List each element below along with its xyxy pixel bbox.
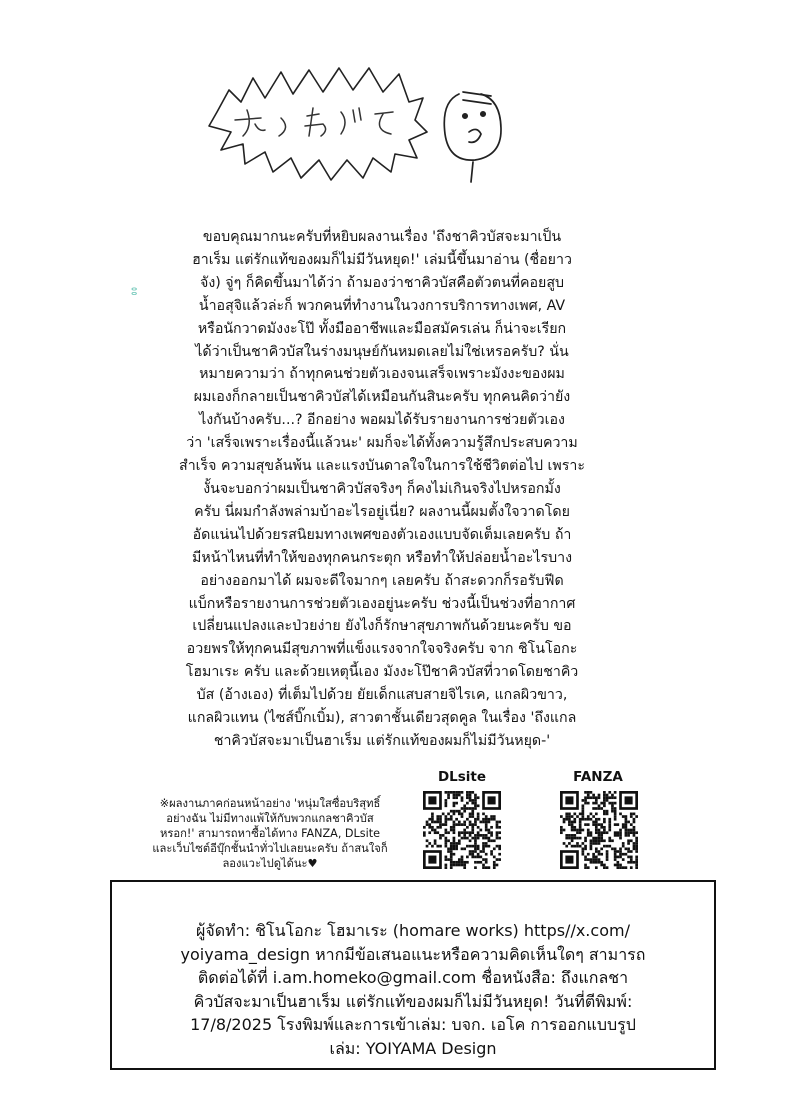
sparkle-mark: ⵓ [131, 287, 138, 298]
colophon-box [110, 880, 716, 1070]
afterword-message [128, 226, 636, 753]
message-line: แกลผิวแทน (ไซส์บิ๊กเบิ้ม), สาวตาชั้นเดียวสุดคูล ในเรื่อง 'ถึงแกล [187, 710, 577, 727]
doodle-illustration [195, 50, 515, 200]
message-line: แบ็กหรือรายงานการช่วยตัวเองอยู่นะครับ ช่วงนี้เป็นช่วงที่อากาศ [188, 595, 576, 612]
message-line: หมายความว่า ถ้าทุกคนช่วยตัวเองจนเสร็จเพราะมังงะของผม [199, 366, 565, 383]
message-line: จัง) จู่ๆ ก็คิดขึ้นมาได้ว่า ถ้ามองว่าชาคิวบัสคือตัวตนที่คอยสูบ [200, 274, 564, 291]
message-line: น้ำอสุจิแล้วล่ะก็ พวกคนที่ทำงานในวงการบริการทางเพศ, AV [198, 297, 566, 314]
message-line: ว่า 'เสร็จเพราะเรื่องนี้แล้วนะ' ผมก็จะได้ทั้งความรู้สึกประสบความ [186, 435, 578, 452]
colophon-line: 17/8/2025 โรงพิมพ์และการเข้าเล่ม: บจก. เอโค การออกแบบรูป [190, 1015, 636, 1034]
message-line: อัดแน่นไปด้วยรสนิยมทางเพศของตัวเองแบบจัดเต็มเลยครับ ถ้า [192, 526, 572, 543]
promo-note [128, 796, 412, 871]
message-line: อวยพรให้ทุกคนมีสุขภาพที่แข็งแรงจากใจจริงครับ จาก ชิโนโอกะ [186, 641, 578, 658]
message-line: มีหน้าไหนที่ทำให้ของทุกคนกระตุก หรือทำให้ปล่อยน้ำอะไรบาง [191, 549, 572, 566]
message-line: หรือนักวาดมังงะโป๊ ทั้งมืออาชีพและมือสมัครเล่น ก็น่าจะเรียก [197, 320, 567, 337]
promo-line: อย่างฉัน ไม่มีทางแพ้ให้กับพวกแกลชาคิวบัส [166, 812, 374, 825]
fanza-qr-code[interactable] [560, 791, 638, 869]
message-line: โฮมาเระ ครับ และด้วยเหตุนี้เอง มังงะโป๊ชาคิวบัสที่วาดโดยชาคิว [185, 664, 579, 681]
message-line: ชาคิวบัสจะมาเป็นฮาเร็ม แต่รักแท้ของผมก็ไม่มีวันหยุด-' [213, 732, 551, 749]
bubble-handwriting [235, 108, 393, 136]
fanza-label: FANZA [573, 769, 623, 785]
message-line: บัส (อ้างเอง) ที่เต็มไปด้วย ยัยเด็กแสบสายจิไรเค, แกลผิวขาว, [196, 687, 568, 704]
dlsite-qr-code[interactable] [423, 791, 501, 869]
message-line: ไงกันบ้างครับ...? อีกอย่าง พอผมได้รับรายงานการช่วยตัวเอง [199, 412, 565, 429]
smiley-face [444, 92, 501, 182]
message-line: อย่างออกมาได้ ผมจะดีใจมากๆ เลยครับ ถ้าสะดวกก็รอรับฟีด [200, 572, 564, 589]
colophon-line: ผู้จัดทำ: ชิโนโอกะ โฮมาเระ (homare works) https//x.com/ [196, 921, 630, 940]
colophon-line: คิวบัสจะมาเป็นฮาเร็ม แต่รักแท้ของผมก็ไม่มีวันหยุด! วันที่ตีพิมพ์: [193, 991, 633, 1011]
promo-line: ※ผลงานภาคก่อนหน้าอย่าง 'หนุ่มใสซื่อบริสุทธิ์ [159, 797, 381, 810]
colophon-line: yoiyama_design หากมีข้อเสนอแนะหรือความคิดเห็นใดๆ สามารถ [180, 944, 646, 964]
promo-line: และเว็บไซต์อีบุ๊กชั้นนำทั่วไปเลยนะครับ ถ้าสนใจก็ [152, 842, 388, 855]
message-line: ได้ว่าเป็นชาคิวบัสในร่างมนุษย์กันหมดเลยไม่ใช่เหรอครับ? นั่น [195, 343, 569, 360]
message-line: ครับ นี่ผมกำลังพล่ามบ้าอะไรอยู่เนี่ย? ผลงานนี้ผมตั้งใจวาดโดย [194, 503, 570, 520]
colophon-text [112, 919, 714, 1060]
colophon-line: ติดต่อได้ที่ i.am.homeko@gmail.com ชื่อหนังสือ: ถึงแกลชา [197, 968, 629, 987]
message-line: ขอบคุณมากนะครับที่หยิบผลงานเรื่อง 'ถึงชาคิวบัสจะมาเป็น [202, 229, 562, 245]
message-line: สำเร็จ ความสุขล้นพ้น และแรงบันดาลใจในการใช้ชีวิตต่อไป เพราะ [179, 458, 585, 475]
message-line: งั้นจะบอกว่าผมเป็นชาคิวบัสจริงๆ ก็คงไม่เกินจริงไปหรอกมั้ง [203, 480, 561, 497]
promo-line: หรอก!' สามารถหาซื้อได้ทาง FANZA, DLsite [160, 827, 380, 840]
promo-line: ลองแวะไปดูได้นะ♥ [222, 857, 318, 870]
message-line: เปลี่ยนแปลงและป่วยง่าย ยังไงก็รักษาสุขภาพกันด้วยนะครับ ขอ [192, 618, 572, 635]
colophon-line: เล่ม: YOIYAMA Design [329, 1038, 497, 1058]
dlsite-label: DLsite [437, 769, 487, 785]
message-line: ผมเองก็กลายเป็นชาคิวบัสได้เหมือนกันสินะครับ ทุกคนคิดว่ายัง [193, 389, 571, 406]
message-line: ฮาเร็ม แต่รักแท้ของผมก็ไม่มีวันหยุด!' เล่มนี้ขึ้นมาอ่าน (ชื่อยาว [192, 251, 572, 268]
